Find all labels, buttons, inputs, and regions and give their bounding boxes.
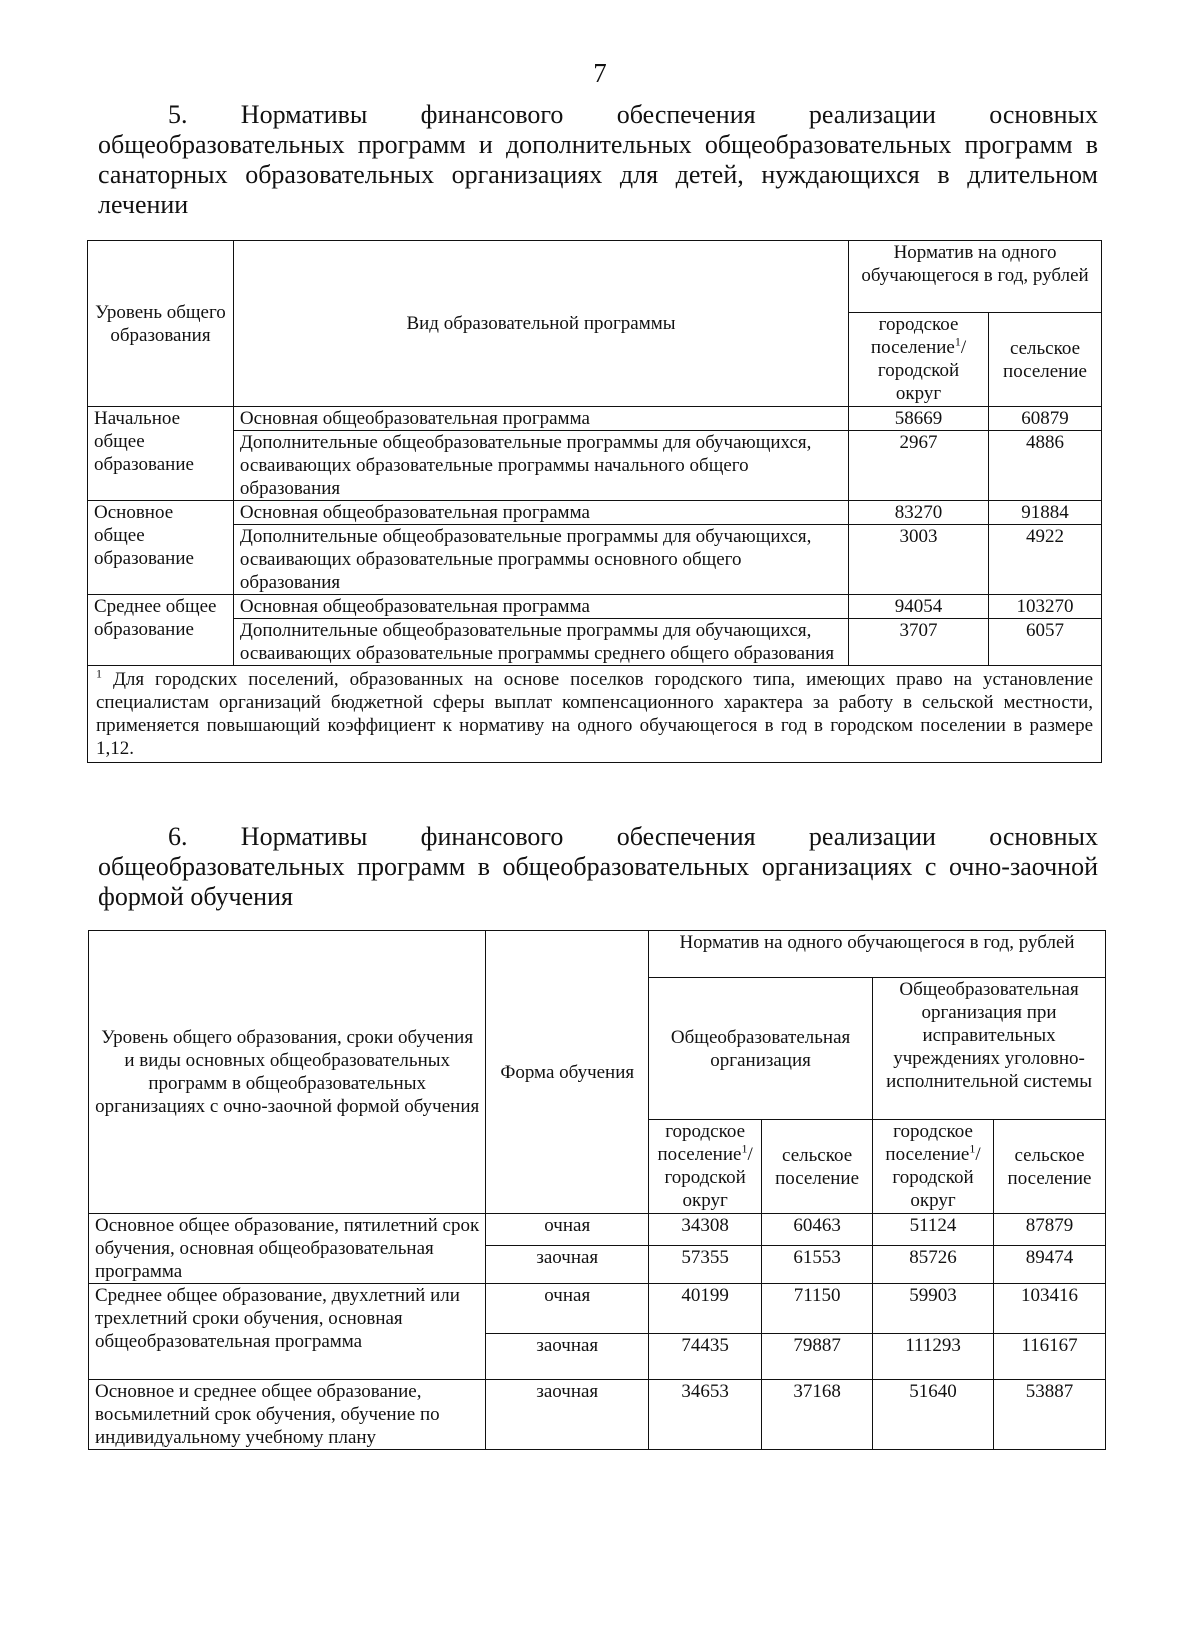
- value-cell: 57355: [649, 1246, 762, 1284]
- header-urban: городское поселение$^1$/ городской округ: [849, 313, 989, 407]
- form-cell: заочная: [486, 1246, 649, 1284]
- value-cell: 58669: [849, 407, 989, 431]
- form-cell: заочная: [486, 1380, 649, 1450]
- value-cell: 83270: [849, 501, 989, 525]
- page-number: 7: [593, 58, 607, 88]
- header-program: Вид образовательной программы: [233, 241, 848, 407]
- level-cell: Среднее общее образование: [88, 595, 234, 666]
- header-rural: сельское поселение: [989, 313, 1102, 407]
- header-norm: Норматив на одного обучающегося в год, рублей: [849, 241, 1102, 313]
- value-cell: 87879: [994, 1214, 1106, 1246]
- footnote: $^1$ Для городских поселений, образованных на основе поселков городского типа, имеющих право на установление специалистам организаций бюджетной сферы выплат компенсационного характера за работу в сельской местности, применяется повышающий коэффициент к нормативу на одного обучающегося в год в городском поселении в размере 1,12.: [88, 666, 1102, 763]
- level-cell: Основное общее образование: [88, 501, 234, 595]
- value-cell: 71150: [762, 1284, 873, 1334]
- value-cell: 40199: [649, 1284, 762, 1334]
- header-form: Форма обучения: [486, 931, 649, 1214]
- value-cell: 94054: [849, 595, 989, 619]
- value-cell: 34308: [649, 1214, 762, 1246]
- value-cell: 60879: [989, 407, 1102, 431]
- value-cell: 91884: [989, 501, 1102, 525]
- value-cell: 59903: [873, 1284, 994, 1334]
- header-norm: Норматив на одного обучающегося в год, рублей: [649, 931, 1106, 978]
- value-cell: 74435: [649, 1334, 762, 1380]
- value-cell: 3003: [849, 525, 989, 595]
- section-5-heading: 5. Нормативы финансового обеспечения реализации основных общеобразовательных программ и дополнительных общеобразовательных программ в санаторных образовательных организациях для детей, нуждающихся в длительном лечении: [98, 100, 1098, 219]
- header-level: Уровень общего образования, сроки обучения и виды основных общеобразовательных программ в общеобразовательных организациях с очно-заочной формой обучения: [89, 931, 486, 1214]
- program-cell: Дополнительные общеобразовательные программы для обучающихся, осваивающих образовательные программы основного общего образования: [233, 525, 848, 595]
- header-rural: сельское поселение: [994, 1120, 1106, 1214]
- value-cell: 37168: [762, 1380, 873, 1450]
- level-cell: Основное общее образование, пятилетний срок обучения, основная общеобразовательная программа: [89, 1214, 486, 1284]
- header-urban: городское поселение$^1$/ городской округ: [873, 1120, 994, 1214]
- section-6-table: [88, 930, 1106, 1450]
- value-cell: 51124: [873, 1214, 994, 1246]
- form-cell: очная: [486, 1284, 649, 1334]
- value-cell: 6057: [989, 619, 1102, 666]
- header-urban: городское поселение$^1$/ городской округ: [649, 1120, 762, 1214]
- level-cell: Среднее общее образование, двухлетний или трехлетний сроки обучения, основная общеобразовательная программа: [89, 1284, 486, 1380]
- value-cell: 2967: [849, 431, 989, 501]
- header-level: Уровень общего образования: [88, 241, 234, 407]
- value-cell: 34653: [649, 1380, 762, 1450]
- form-cell: очная: [486, 1214, 649, 1246]
- value-cell: 3707: [849, 619, 989, 666]
- value-cell: 116167: [994, 1334, 1106, 1380]
- value-cell: 103416: [994, 1284, 1106, 1334]
- section-6-heading: 6. Нормативы финансового обеспечения реализации основных общеобразовательных программ в общеобразовательных организациях с очно-заочной формой обучения: [98, 822, 1098, 911]
- value-cell: 51640: [873, 1380, 994, 1450]
- form-cell: заочная: [486, 1334, 649, 1380]
- value-cell: 60463: [762, 1214, 873, 1246]
- program-cell: Основная общеобразовательная программа: [233, 595, 848, 619]
- value-cell: 79887: [762, 1334, 873, 1380]
- section-5-table: [87, 240, 1102, 763]
- value-cell: 53887: [994, 1380, 1106, 1450]
- level-cell: Основное и среднее общее образование, восьмилетний срок обучения, обучение по индивидуальному учебному плану: [89, 1380, 486, 1450]
- value-cell: 85726: [873, 1246, 994, 1284]
- value-cell: 89474: [994, 1246, 1106, 1284]
- value-cell: 111293: [873, 1334, 994, 1380]
- program-cell: Дополнительные общеобразовательные программы для обучающихся, осваивающих образовательные программы начального общего образования: [233, 431, 848, 501]
- value-cell: 103270: [989, 595, 1102, 619]
- header-org: Общеобразовательная организация: [649, 978, 873, 1120]
- value-cell: 61553: [762, 1246, 873, 1284]
- header-org-penal: Общеобразовательная организация при исправительных учреждениях уголовно-исполнительной системы: [873, 978, 1106, 1120]
- value-cell: 4922: [989, 525, 1102, 595]
- program-cell: Дополнительные общеобразовательные программы для обучающихся, осваивающих образовательные программы среднего общего образования: [233, 619, 848, 666]
- program-cell: Основная общеобразовательная программа: [233, 407, 848, 431]
- header-rural: сельское поселение: [762, 1120, 873, 1214]
- level-cell: Начальное общее образование: [88, 407, 234, 501]
- program-cell: Основная общеобразовательная программа: [233, 501, 848, 525]
- value-cell: 4886: [989, 431, 1102, 501]
